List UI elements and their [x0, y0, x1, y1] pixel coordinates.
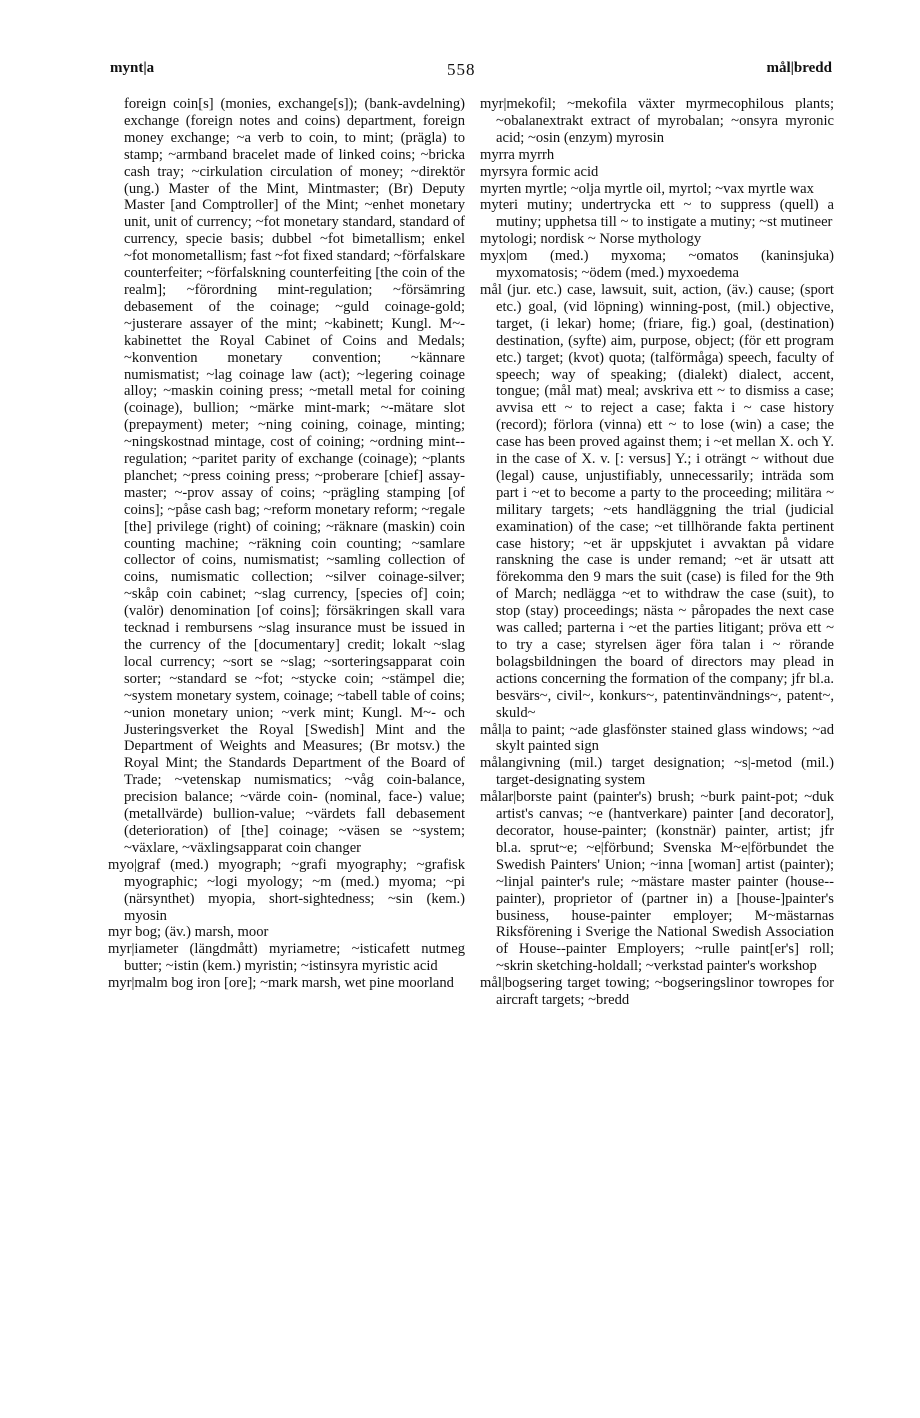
right-column	[480, 96, 834, 1009]
left-column	[108, 96, 465, 992]
entry-continuation: foreign coin[s] (monies, exchange[s]); (bank-avdelning) exchange (foreign notes and coins) department, foreign money exchange; ~a verb to coin, to mint; (prägla) to stamp; ~armband bracelet made of linked coins; ~bricka cash tray; ~cirkulation circulation of money; ~direktör (ung.) Master of the Mint, Mintmaster; (Br) Deputy Master [and Comptroller] of the Mint; ~enhet monetary unit, unit of currency; ~fot monetary standard, standard of currency, specie basis; dubbel ~fot bimetallism; enkel ~fot monometallism; fast ~fot fixed standard; ~förfalskare counterfeiter; ~förfalskning counterfeiting [the coin of the realm]; ~förordning mint-regulation; ~försämring debasement of the coinage; ~guld coinage-gold; ~justerare assayer of the mint; ~kabinett; Kungl. M~-kabinettet the Royal Cabinet of Coins and Medals; ~konvention monetary convention; ~kännare numismatist; ~lag coinage law (act); ~legering coinage alloy; ~maskin coining press; ~metall metal for coining (coinage), bullion; ~märke mint-mark; ~-mätare slot (prepayment) meter; ~ning coining, coinage, minting; ~ningskostnad mintage, cost of coining; ~ordning mint--regulation; ~paritet parity of exchange (coinage); ~plants planchet; ~press coining press; ~proberare [chief] assay-master; ~-prov assay of coins; ~prägling stamping [of coins]; ~påse cash bag; ~reform monetary reform; ~regale [the] privilege (right) of coining; ~räknare (maskin) coin counting machine; ~räkning coin counting; ~samlare collector of coins, numismatist; ~samling collection of coins, numismatic collection; ~silver coinage-silver; ~skåp coin cabinet; ~slag currency, [species of] coin; (valör) denomination [of coins]; försäkringen skall vara tecknad i rembursens ~slag insurance must be issued in the currency of the [documentary] credit; lokalt ~slag local currency; ~sort se ~slag; ~sorteringsapparat coin sorter; ~standard se ~fot; ~stycke coin; ~stämpel die; ~system monetary system, coinage; ~tabell table of coins; ~union monetary union; ~verk mint; Kungl. M~- och Justeringsverket the Royal [Swedish] Mint and the Department of Weights and Measures; (Br motsv.) the Royal Mint; the Standards Department of the Board of Trade; ~vetenskap numismatics; ~våg coin-balance, precision balance; ~värde coin- (nominal, face-) value; (metallvärde) bullion-value; ~värdets fall debasement (deterioration) of [the] coinage; ~väsen se ~system; ~växlare, ~växlingsapparat coin changer	[124, 96, 465, 856]
dictionary-entry: mål|bogsering target towing; ~bogseringslinor towropes for aircraft targets; ~bredd	[480, 975, 834, 1009]
dictionary-entry: myr|mekofil; ~mekofila växter myrmecophilous plants; ~obalanextrakt extract of myrobalan; ~onsyra myronic acid; ~osin (enzym) myrosin	[480, 96, 834, 146]
dictionary-entry: myrsyra formic acid	[480, 163, 599, 180]
dictionary-entry: målar|borste paint (painter's) brush; ~burk paint-pot; ~duk artist's canvas; ~e (hantverkare) painter [and decorator], decorator, house-painter; (konstnär) painter, artist; jfr bl.a. sprut~e; ~e|förbund; Svenska M~e|förbundet the Swedish Painters' Union; ~inna [woman] artist (painter); ~linjal painter's rule; ~mästare master painter (house--painter), proprietor of (partner in) a [house-]painter's business, house-painter employer; M~mästarnas Riksförening i Sverige the National Swedish Association of House--painter Employers; ~rulle paint[er's] roll; ~skrin sketching-holdall; ~verkstad painter's workshop	[480, 789, 834, 975]
dictionary-entry: myo|graf (med.) myograph; ~grafi myography; ~grafisk myographic; ~logi myology; ~m (med.) myoma; ~pi (närsynthet) myopia, short-sightedness; ~sin (kem.) myosin	[108, 856, 465, 924]
dictionary-entry: myx|om (med.) myxoma; ~omatos (kaninsjuka) myxomatosis; ~ödem (med.) myxoedema	[480, 248, 834, 282]
dictionary-entry: myr|malm bog iron [ore]; ~mark marsh, wet pine moorland	[108, 975, 454, 992]
dictionary-entry: myrra myrrh	[480, 146, 555, 163]
dictionary-entry: myr bog; (äv.) marsh, moor	[108, 924, 269, 941]
running-head-right: mål|bredd	[766, 60, 832, 76]
dictionary-entry: mål (jur. etc.) case, lawsuit, suit, action, (äv.) cause; (sport etc.) goal, (vid löpning) winning-post, (mil.) objective, target, (i lekar) home; (friare, fig.) goal, (destination) destination, (syfte) aim, purpose, object; (för ett program etc.) target; (kvot) quota; (talförmåga) speech, faculty of speech; way of speaking; (dialekt) dialect, accent, tongue; (mål mat) meal; avskriva ett ~ to dismiss a case; avvisa ett ~ to reject a case; fakta i ~ case history (record); förlora (vinna) ett ~ to lose (win) a case; the case has been proved against them; i ~et mellan X. och Y. in the case of X. v. [: versus] Y.; i oträngt ~ without due (legal) cause, unjustifiably, unnecessarily; inträda som part i ~et to become a party to the proceeding; militära ~ military targets; ~ets handläggning the trial (judicial examination) of the case; ~et tillhörande fakta pertinent case history; ~et är uppskjutet i avvaktan på vidare ranskning the case is under remand; ~et är utsatt att förekomma den 9 mars the suit (case) is filed for the 9th of March; nedlägga ~et to withdraw the case (suit), to stop (stay) proceedings; nästa ~ påropades the next case was called; parterna i ~et the parties litigant; pröva ett ~ to try a case; styrelsen äger föra talan i ~ rörande bolagsbildningen the board of directors may plead in actions concerning the formation of the company; jfr bl.a. besvärs~, civil~, konkurs~, patentinvändnings~, patent~, skuld~	[480, 281, 834, 721]
dictionary-entry: myr|iameter (längdmått) myriametre; ~isticafett nutmeg butter; ~istin (kem.) myristin; ~istinsyra myristic acid	[108, 941, 465, 975]
dictionary-entry: mytologi; nordisk ~ Norse mythology	[480, 231, 702, 248]
page-number: 558	[447, 60, 476, 79]
dictionary-entry: myteri mutiny; undertrycka ett ~ to suppress (quell) a mutiny; upphetsa till ~ to instigate a mutiny; ~st mutineer	[480, 197, 834, 231]
dictionary-entry: målangivning (mil.) target designation; ~s|-metod (mil.) target-designating system	[480, 755, 834, 789]
dictionary-entry: myrten myrtle; ~olja myrtle oil, myrtol; ~vax myrtle wax	[480, 180, 814, 197]
running-head-left: mynt|a	[110, 60, 155, 76]
dictionary-entry: mål|a to paint; ~ade glasfönster stained glass windows; ~ad skylt painted sign	[480, 721, 834, 755]
